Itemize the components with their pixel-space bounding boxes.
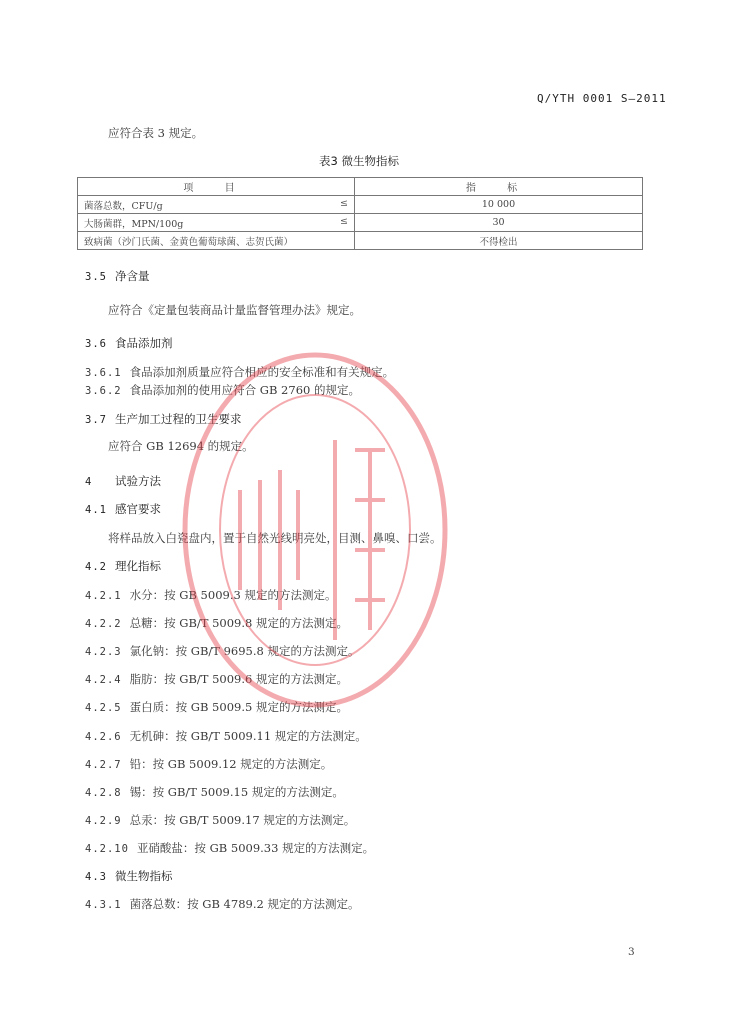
clause-line	[85, 896, 359, 912]
clause-number: 3.6	[85, 338, 107, 350]
intro-line: 应符合表 3 规定。	[108, 126, 204, 140]
clause-number: 4.2.4	[85, 674, 122, 686]
clause-number: 4.2	[85, 561, 107, 573]
clause-text: 亚硝酸盐：按 GB 5009.33 规定的方法测定。	[136, 841, 375, 855]
clause-number: 4.2.8	[85, 787, 122, 799]
row-item: 致病菌（沙门氏菌、金黄色葡萄球菌、志贺氏菌）	[84, 236, 294, 248]
clause-number: 3.7	[85, 414, 107, 426]
clause-heading	[85, 558, 161, 574]
clause-heading	[85, 411, 242, 427]
clause-line	[85, 756, 332, 772]
standard-code: Q/YTH 0001 S—2011	[537, 92, 667, 105]
header-item: 项 目	[78, 178, 355, 196]
clause-heading	[85, 868, 173, 884]
clause-title: 微生物指标	[115, 869, 173, 883]
clause-line	[85, 812, 355, 828]
clause-text: 蛋白质：按 GB 5009.5 规定的方法测定。	[129, 700, 348, 714]
clause-heading	[85, 335, 173, 351]
clause-line	[85, 728, 367, 744]
clause-heading	[85, 501, 161, 517]
clause-line	[85, 671, 348, 687]
table-header-row	[78, 178, 643, 196]
row-value: 30	[355, 214, 643, 232]
clause-line	[85, 643, 360, 659]
row-item: 菌落总数，CFU/g	[84, 200, 163, 212]
table-row	[78, 196, 643, 214]
clause-text: 食品添加剂质量应符合相应的安全标准和有关规定。	[129, 365, 395, 379]
clause-number: 3.6.1	[85, 367, 122, 379]
clause-line	[85, 587, 336, 603]
clause-number: 4.2.9	[85, 815, 122, 827]
clause-number: 4.2.2	[85, 618, 122, 630]
microbial-index-table	[77, 177, 643, 250]
clause-line	[85, 840, 374, 856]
clause-line	[85, 784, 344, 800]
clause-text: 应符合 GB 12694 的规定。	[108, 439, 254, 453]
row-value: 不得检出	[355, 232, 643, 250]
clause-text: 无机砷：按 GB/T 5009.11 规定的方法测定。	[129, 729, 367, 743]
clause-number: 4.2.10	[85, 843, 129, 855]
clause-text: 菌落总数：按 GB 4789.2 规定的方法测定。	[129, 897, 360, 911]
clause-line	[85, 382, 360, 398]
table-row	[78, 232, 643, 250]
clause-number: 4.2.1	[85, 590, 122, 602]
clause-text: 应符合《定量包装商品计量监督管理办法》规定。	[108, 303, 361, 317]
clause-line	[85, 699, 348, 715]
clause-text: 总汞：按 GB/T 5009.17 规定的方法测定。	[129, 813, 356, 827]
section-title: 试验方法	[115, 474, 161, 488]
clause-number: 4.2.5	[85, 702, 122, 714]
clause-text: 水分：按 GB 5009.3 规定的方法测定。	[129, 588, 337, 602]
section-number: 4	[85, 476, 93, 488]
clause-title: 净含量	[115, 269, 150, 283]
clause-text: 脂肪：按 GB/T 5009.6 规定的方法测定。	[129, 672, 348, 686]
clause-line	[85, 364, 394, 380]
clause-number: 4.3	[85, 871, 107, 883]
clause-text: 铅：按 GB 5009.12 规定的方法测定。	[129, 757, 333, 771]
clause-number: 4.1	[85, 504, 107, 516]
row-value: 10 000	[355, 196, 643, 214]
clause-title: 理化指标	[115, 559, 161, 573]
clause-title: 感官要求	[115, 502, 161, 516]
clause-text: 将样品放入白瓷盘内，置于自然光线明亮处，目测、鼻嗅、口尝。	[108, 531, 442, 545]
page-number: 3	[628, 946, 635, 958]
clause-number: 4.2.3	[85, 646, 122, 658]
clause-number: 4.2.6	[85, 731, 122, 743]
clause-text: 食品添加剂的使用应符合 GB 2760 的规定。	[129, 383, 360, 397]
section-heading	[85, 473, 161, 489]
clause-heading	[85, 268, 150, 284]
clause-number: 4.2.7	[85, 759, 122, 771]
clause-number: 4.3.1	[85, 899, 122, 911]
clause-text: 总糖：按 GB/T 5009.8 规定的方法测定。	[129, 616, 348, 630]
clause-title: 食品添加剂	[115, 336, 173, 350]
clause-number: 3.5	[85, 271, 107, 283]
clause-title: 生产加工过程的卫生要求	[115, 412, 242, 426]
row-item: 大肠菌群，MPN/100g	[84, 218, 184, 230]
clause-line	[85, 615, 348, 631]
row-operator: ≤	[340, 215, 348, 227]
header-index: 指 标	[355, 178, 643, 196]
clause-text: 锡：按 GB/T 5009.15 规定的方法测定。	[129, 785, 344, 799]
clause-number: 3.6.2	[85, 385, 122, 397]
table-row	[78, 214, 643, 232]
clause-text: 氯化钠：按 GB/T 9695.8 规定的方法测定。	[129, 644, 360, 658]
table-caption: 表3 微生物指标	[319, 154, 399, 168]
row-operator: ≤	[340, 197, 348, 209]
